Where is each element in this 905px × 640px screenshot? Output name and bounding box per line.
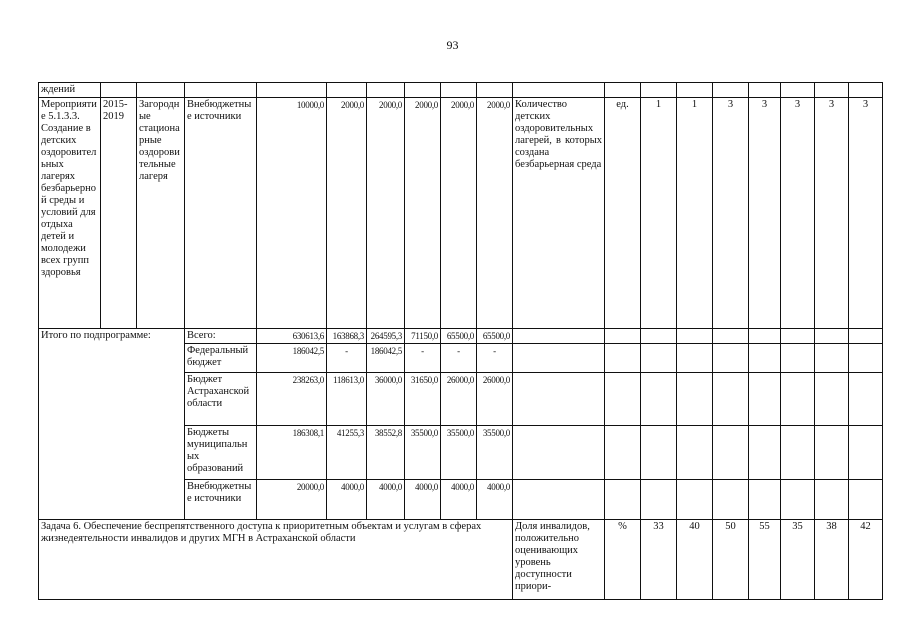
indicator-value: 40 xyxy=(677,520,713,600)
totals-row xyxy=(39,329,883,344)
amount-cell: 186042,5 xyxy=(367,344,405,373)
amount-cell: - xyxy=(405,344,441,373)
amount-cell: 36000,0 xyxy=(367,373,405,426)
amount-cell: 26000,0 xyxy=(441,373,477,426)
indicator-value: 3 xyxy=(781,98,815,329)
measure-period: 2015-2019 xyxy=(101,98,137,329)
amount-cell: 4000,0 xyxy=(367,480,405,520)
indicator-value: 3 xyxy=(749,98,781,329)
amount-cell: - xyxy=(327,344,367,373)
amount-cell: 4000,0 xyxy=(405,480,441,520)
task-row xyxy=(39,520,883,600)
amount-cell: 35500,0 xyxy=(477,426,513,480)
indicator-value: 35 xyxy=(781,520,815,600)
indicator-value: 1 xyxy=(677,98,713,329)
measure-indicator: Количество детских оздоровительных лагерей, в которых создана безбарьерная среда xyxy=(513,98,605,329)
amount-cell: 2000,0 xyxy=(405,98,441,329)
amount-cell: 630613,6 xyxy=(257,329,327,344)
amount-cell: 31650,0 xyxy=(405,373,441,426)
amount-cell: 35500,0 xyxy=(441,426,477,480)
amount-cell: 186042,5 xyxy=(257,344,327,373)
amount-cell: 4000,0 xyxy=(477,480,513,520)
measure-unit: ед. xyxy=(605,98,641,329)
amount-cell: 118613,0 xyxy=(327,373,367,426)
totals-source: Бюджет Астраханской области xyxy=(185,373,257,426)
measure-source: Внебюджетные источники xyxy=(185,98,257,329)
task-text: Задача 6. Обеспечение беспрепятственного доступа к приоритетным объектам и услугам в сферах жизнедеятельности инвалидов и других МГН в Астраханской области xyxy=(39,520,513,600)
indicator-value: 3 xyxy=(713,98,749,329)
page-number: 93 xyxy=(446,38,459,52)
amount-cell: - xyxy=(477,344,513,373)
amount-cell: 2000,0 xyxy=(367,98,405,329)
amount-cell: 4000,0 xyxy=(327,480,367,520)
amount-cell: 2000,0 xyxy=(477,98,513,329)
indicator-value: 55 xyxy=(749,520,781,600)
totals-source: Всего: xyxy=(185,329,257,344)
amount-cell: 264595,3 xyxy=(367,329,405,344)
indicator-value: 3 xyxy=(849,98,883,329)
indicator-value: 42 xyxy=(849,520,883,600)
amount-cell: 4000,0 xyxy=(441,480,477,520)
measure-row xyxy=(39,98,883,329)
amount-cell: 10000,0 xyxy=(257,98,327,329)
measure-name: Мероприятие 5.1.3.3. Создание в детских оздоровительных лагерях безбарьерной среды и условий для отдыха детей и молодежи всех групп здоровья xyxy=(39,98,101,329)
amount-cell: 71150,0 xyxy=(405,329,441,344)
table-row xyxy=(39,83,883,98)
amount-cell: 163868,3 xyxy=(327,329,367,344)
indicator-value: 50 xyxy=(713,520,749,600)
indicator-value: 1 xyxy=(641,98,677,329)
indicator-value: 33 xyxy=(641,520,677,600)
amount-cell: - xyxy=(441,344,477,373)
task-indicator: Доля инвалидов, положительно оценивающих уровень доступности приори- xyxy=(513,520,605,600)
program-table xyxy=(38,82,883,600)
indicator-value: 3 xyxy=(815,98,849,329)
measure-executor: Загородные стационарные оздоровительные лагеря xyxy=(137,98,185,329)
amount-cell: 26000,0 xyxy=(477,373,513,426)
amount-cell: 2000,0 xyxy=(441,98,477,329)
amount-cell: 35500,0 xyxy=(405,426,441,480)
prev-row-fragment: ждений xyxy=(39,83,101,98)
totals-source: Федеральный бюджет xyxy=(185,344,257,373)
totals-source: Внебюджетные источники xyxy=(185,480,257,520)
amount-cell: 65500,0 xyxy=(477,329,513,344)
amount-cell: 238263,0 xyxy=(257,373,327,426)
amount-cell: 186308,1 xyxy=(257,426,327,480)
amount-cell: 41255,3 xyxy=(327,426,367,480)
amount-cell: 38552,8 xyxy=(367,426,405,480)
totals-label: Итого по подпрограмме: xyxy=(39,329,185,520)
indicator-value: 38 xyxy=(815,520,849,600)
totals-source: Бюджеты муниципальных образований xyxy=(185,426,257,480)
amount-cell: 20000,0 xyxy=(257,480,327,520)
task-unit: % xyxy=(605,520,641,600)
amount-cell: 2000,0 xyxy=(327,98,367,329)
amount-cell: 65500,0 xyxy=(441,329,477,344)
